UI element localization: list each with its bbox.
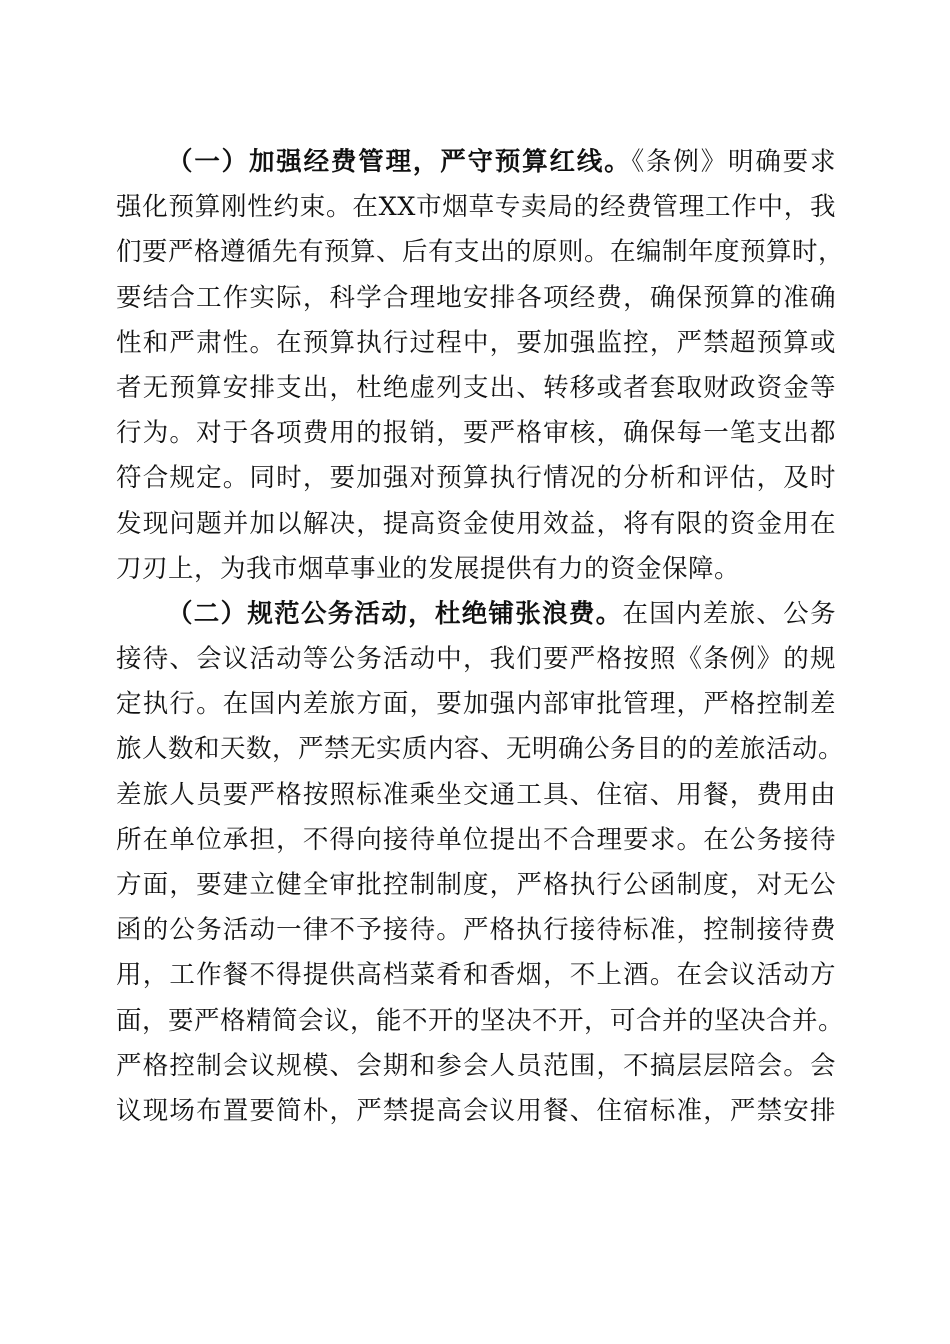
paragraph-text: 刀刃上，为我市烟草事业的发展提供有力的资金保障。 <box>116 553 741 584</box>
paragraph-1 <box>116 140 845 592</box>
paragraph-2-line-1 <box>116 592 836 637</box>
paragraph-text: 议现场布置要简朴，严禁提高会议用餐、住宿标准，严禁安排 <box>116 1095 836 1126</box>
paragraph-text: 定执行。在国内差旅方面，要加强内部审批管理，严格控制差 <box>116 689 836 720</box>
paragraph-text: 《条例》明确要求 <box>631 147 836 177</box>
paragraph-text: 在国内差旅、公务 <box>622 598 836 629</box>
paragraph-text: 用，工作餐不得提供高档菜肴和香烟，不上酒。在会议活动方 <box>116 960 836 991</box>
paragraph-text: 所在单位承担，不得向接待单位提出不合理要求。在公务接待 <box>116 824 836 855</box>
paragraph-2 <box>116 592 845 1134</box>
paragraph-text: 们要严格遵循先有预算、后有支出的原则。在编制年度预算时， <box>116 237 845 268</box>
paragraph-text: 符合规定。同时，要加强对预算执行情况的分析和评估，及时 <box>116 463 836 494</box>
paragraph-2-heading: （二）规范公务活动，杜绝铺张浪费。 <box>167 598 623 629</box>
paragraph-text: 函的公务活动一律不予接待。严格执行接待标准，控制接待费 <box>116 915 836 946</box>
paragraph-text: 者无预算安排支出，杜绝虚列支出、转移或者套取财政资金等 <box>116 372 836 403</box>
paragraph-text: 发现问题并加以解决，提高资金使用效益，将有限的资金用在 <box>116 508 836 539</box>
paragraph-text: 行为。对于各项费用的报销，要严格审核，确保每一笔支出都 <box>116 418 836 449</box>
paragraph-text: 性和严肃性。在预算执行过程中，要加强监控，严禁超预算或 <box>116 327 836 358</box>
paragraph-text: 旅人数和天数，严禁无实质内容、无明确公务目的的差旅活动。 <box>116 734 845 765</box>
paragraph-text: 方面，要建立健全审批控制制度，严格执行公函制度，对无公 <box>116 870 836 900</box>
paragraph-text: 严格控制会议规模、会期和参会人员范围，不搞层层陪会。会 <box>116 1050 836 1081</box>
paragraph-text: 要结合工作实际，科学合理地安排各项经费，确保预算的准确 <box>116 282 836 313</box>
paragraph-text: 强化预算刚性约束。在XX市烟草专卖局的经费管理工作中，我 <box>116 192 836 223</box>
paragraph-text: 差旅人员要严格按照标准乘坐交通工具、住宿、用餐，费用由 <box>116 779 836 810</box>
paragraph-1-line-1 <box>116 140 836 185</box>
document-body <box>116 140 845 1134</box>
paragraph-text: 接待、会议活动等公务活动中，我们要严格按照《条例》的规 <box>116 644 836 675</box>
paragraph-text: 面，要严格精简会议，能不开的坚决不开，可合并的坚决合并。 <box>116 1005 845 1036</box>
paragraph-1-heading: （一）加强经费管理，严守预算红线。 <box>167 147 632 177</box>
